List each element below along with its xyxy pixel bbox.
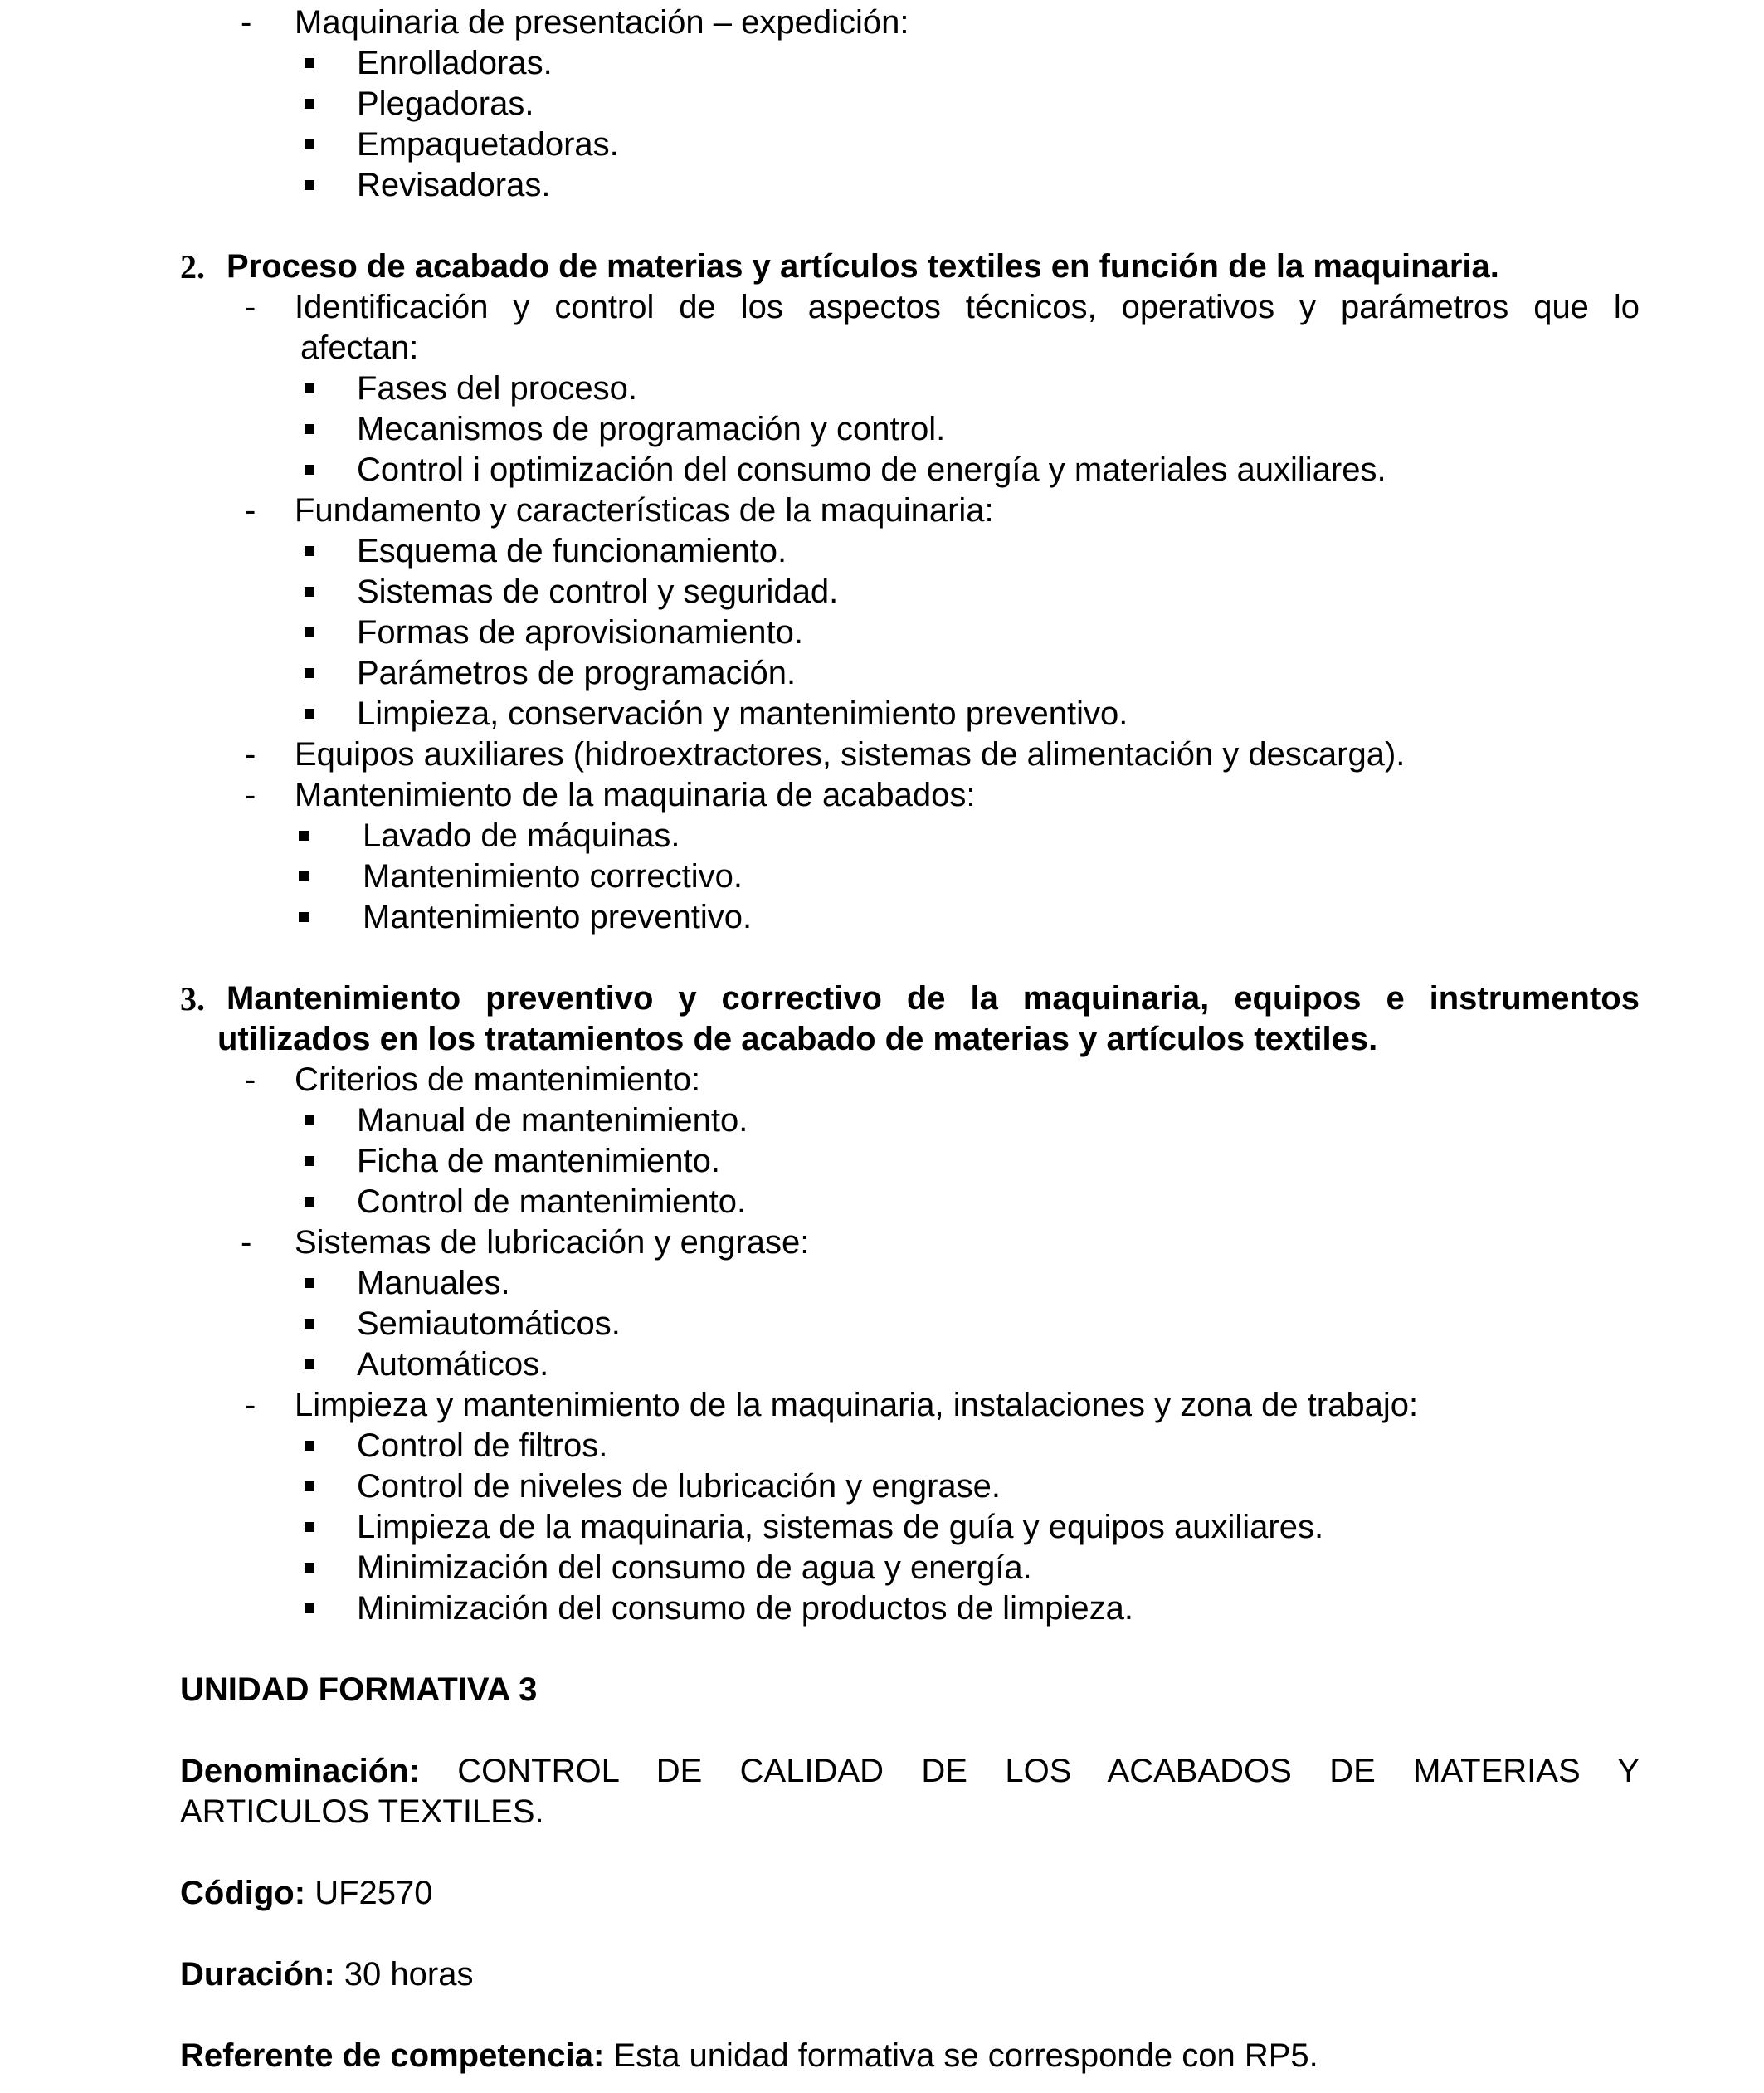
list-item: Control de filtros. xyxy=(357,1427,608,1464)
square-bullet-icon xyxy=(305,1603,314,1613)
list-item: Automáticos. xyxy=(357,1346,549,1383)
square-bullet-icon xyxy=(305,180,314,190)
list-item: Revisadoras. xyxy=(357,167,551,203)
duracion-label: Duración: xyxy=(180,1956,335,1993)
denominacion-value: CONTROL DE CALIDAD DE LOS ACABADOS DE MATERIAS Y xyxy=(457,1753,1640,1789)
denominacion-value-continuation: ARTICULOS TEXTILES. xyxy=(180,1793,544,1830)
list-item: Semiautomáticos. xyxy=(357,1305,621,1342)
square-bullet-icon xyxy=(305,1441,314,1451)
square-bullet-icon xyxy=(305,1156,314,1166)
codigo-label: Código: xyxy=(180,1875,306,1911)
duracion-value: 30 horas xyxy=(344,1956,474,1993)
square-bullet-icon xyxy=(305,546,314,556)
list-item: Manual de mantenimiento. xyxy=(357,1102,748,1139)
list-item: Lavado de máquinas. xyxy=(363,817,680,854)
dash-item: Criterios de mantenimiento: xyxy=(295,1061,701,1098)
duracion-line xyxy=(180,1954,473,1995)
square-bullet-icon xyxy=(299,912,309,922)
list-item: Manuales. xyxy=(357,1265,510,1301)
codigo-line xyxy=(180,1873,433,1914)
square-bullet-icon xyxy=(299,871,309,881)
dash-marker: - xyxy=(245,1387,256,1423)
dash-marker: - xyxy=(245,289,256,325)
list-item: Control i optimización del consumo de energía y materiales auxiliares. xyxy=(357,451,1386,488)
list-item: Empaquetadoras. xyxy=(357,126,619,163)
square-bullet-icon xyxy=(305,1278,314,1288)
list-item: Mantenimiento correctivo. xyxy=(363,858,743,895)
list-item: Sistemas de control y seguridad. xyxy=(357,573,839,610)
list-item: Limpieza, conservación y mantenimiento preventivo. xyxy=(357,695,1128,732)
dash-marker: - xyxy=(245,777,256,813)
square-bullet-icon xyxy=(299,831,309,841)
square-bullet-icon xyxy=(305,383,314,393)
section-title: Mantenimiento preventivo y correctivo de la maquinaria, equipos e instrumentos xyxy=(227,980,1640,1017)
referente-value: Esta unidad formativa se corresponde con RP5. xyxy=(613,2037,1318,2074)
dash-item: Equipos auxiliares (hidroextractores, sistemas de alimentación y descarga). xyxy=(295,736,1406,773)
list-item: Ficha de mantenimiento. xyxy=(357,1143,721,1179)
square-bullet-icon xyxy=(305,1522,314,1532)
square-bullet-icon xyxy=(305,668,314,678)
square-bullet-icon xyxy=(305,424,314,434)
square-bullet-icon xyxy=(305,1359,314,1369)
dash-item: Mantenimiento de la maquinaria de acabados: xyxy=(295,777,976,813)
unit-heading: UNIDAD FORMATIVA 3 xyxy=(180,1671,538,1708)
list-item: Fases del proceso. xyxy=(357,370,637,407)
list-item: Enrolladoras. xyxy=(357,45,553,81)
square-bullet-icon xyxy=(305,1319,314,1329)
section-title-continuation: utilizados en los tratamientos de acabado de materias y artículos textiles. xyxy=(217,1021,1378,1057)
dash-marker: - xyxy=(241,1224,252,1261)
square-bullet-icon xyxy=(305,587,314,597)
list-item: Control de niveles de lubricación y engrase. xyxy=(357,1468,1001,1505)
square-bullet-icon xyxy=(305,58,314,68)
dash-marker: - xyxy=(245,492,256,529)
square-bullet-icon xyxy=(305,1563,314,1573)
intro-dash-label: Maquinaria de presentación – expedición: xyxy=(295,4,909,41)
square-bullet-icon xyxy=(305,99,314,109)
referente-label: Referente de competencia: xyxy=(180,2037,605,2074)
list-item: Control de mantenimiento. xyxy=(357,1183,747,1220)
dash-item: Limpieza y mantenimiento de la maquinaria, instalaciones y zona de trabajo: xyxy=(295,1387,1419,1423)
codigo-value: UF2570 xyxy=(314,1875,433,1911)
square-bullet-icon xyxy=(305,139,314,149)
dash-item: Identificación y control de los aspectos técnicos, operativos y parámetros que lo xyxy=(295,289,1640,325)
section-number: 2. xyxy=(180,248,205,285)
list-item: Minimización del consumo de productos de limpieza. xyxy=(357,1590,1134,1627)
list-item: Limpieza de la maquinaria, sistemas de guía y equipos auxiliares. xyxy=(357,1509,1324,1545)
square-bullet-icon xyxy=(305,465,314,475)
list-item: Esquema de funcionamiento. xyxy=(357,533,787,569)
section-title: Proceso de acabado de materias y artículos textiles en función de la maquinaria. xyxy=(227,248,1499,285)
square-bullet-icon xyxy=(305,1481,314,1491)
dash-item: Sistemas de lubricación y engrase: xyxy=(295,1224,810,1261)
list-item: Mecanismos de programación y control. xyxy=(357,411,946,447)
list-item: Mantenimiento preventivo. xyxy=(363,899,753,935)
dash-marker: - xyxy=(245,1061,256,1098)
square-bullet-icon xyxy=(305,1197,314,1207)
denominacion-label: Denominación: xyxy=(180,1753,420,1789)
dash-marker: - xyxy=(245,736,256,773)
referente-line xyxy=(180,2036,1318,2076)
list-item: Parámetros de programación. xyxy=(357,655,797,691)
dash-marker: - xyxy=(241,4,252,41)
square-bullet-icon xyxy=(305,1115,314,1125)
square-bullet-icon xyxy=(305,709,314,719)
denominacion-line xyxy=(180,1751,1640,1792)
square-bullet-icon xyxy=(305,627,314,637)
dash-item-continuation: afectan: xyxy=(300,329,419,366)
list-item: Plegadoras. xyxy=(357,85,534,122)
list-item: Minimización del consumo de agua y energía. xyxy=(357,1549,1032,1586)
dash-item: Fundamento y características de la maquinaria: xyxy=(295,492,994,529)
section-number: 3. xyxy=(180,980,205,1017)
list-item: Formas de aprovisionamiento. xyxy=(357,614,804,651)
